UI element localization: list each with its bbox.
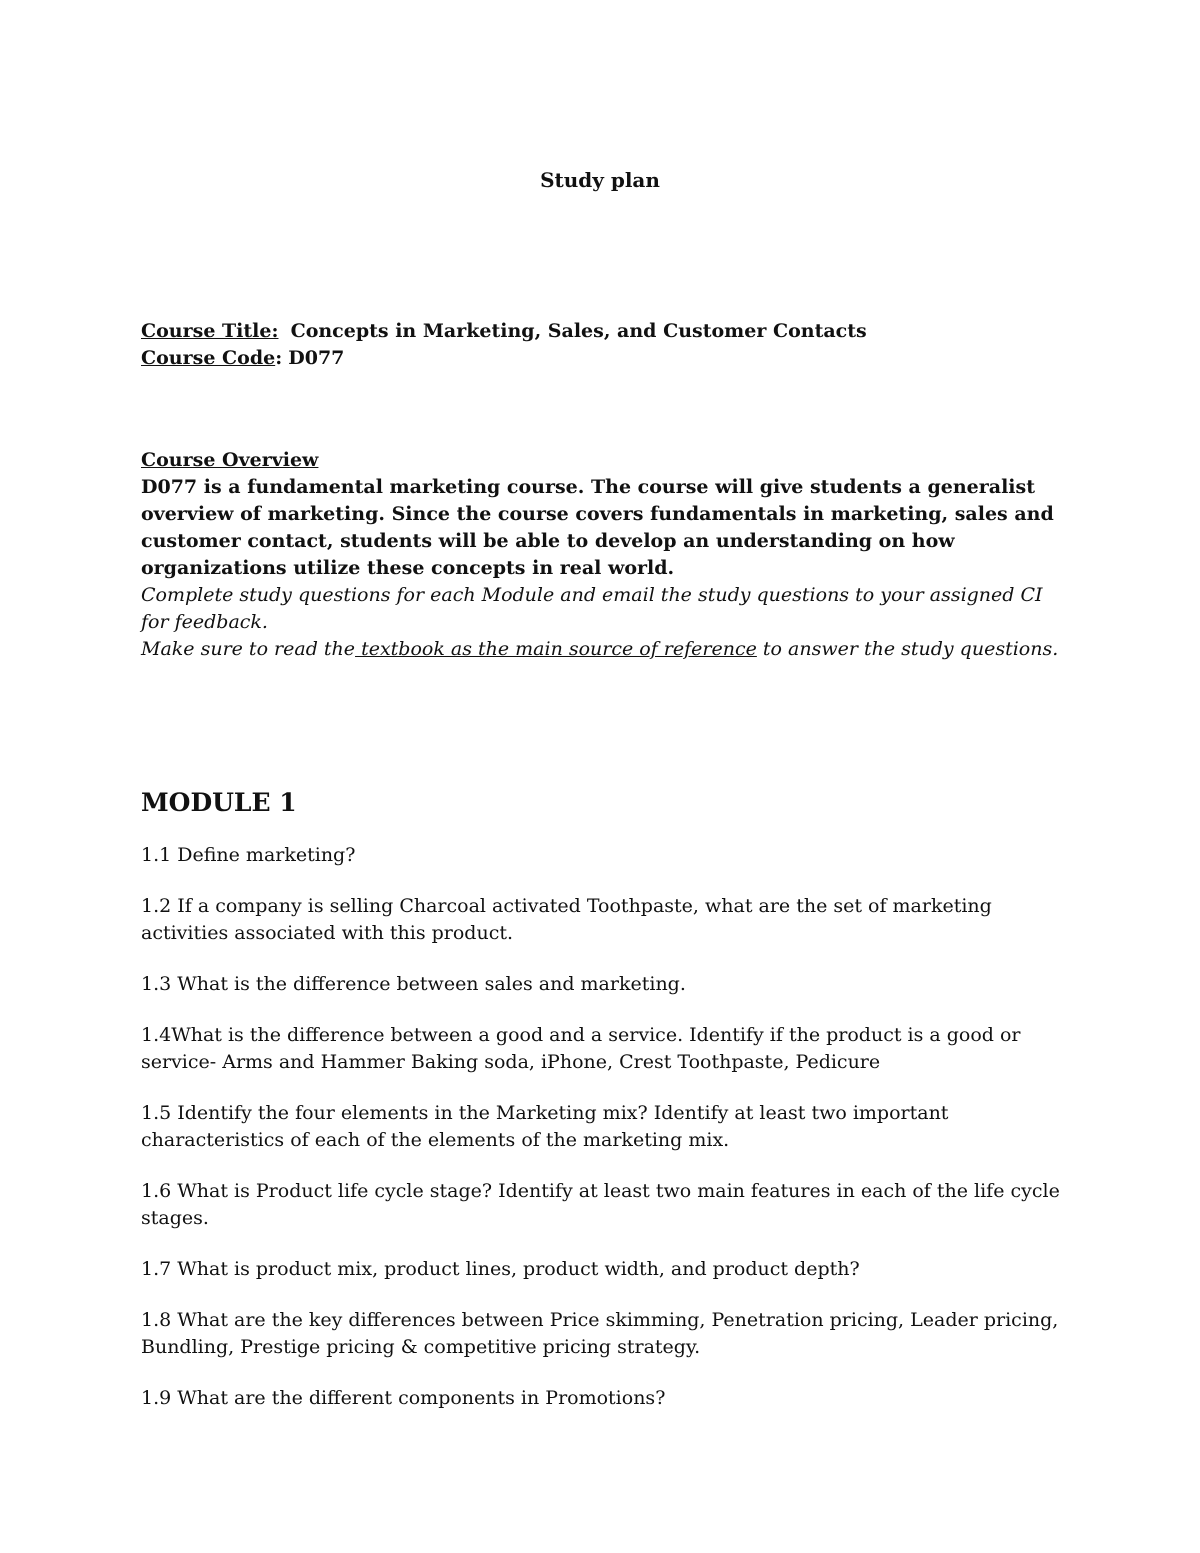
overview-text: D077 is a fundamental marketing course. The course will give students a generalist overview of marketing. Since the course covers fundamentals in marketing, sales and customer contact, students will be able to develop an understanding on how organizations utilize these concepts in real world.: [141, 476, 1054, 579]
course-title-line: [141, 318, 1061, 345]
question-item: 1.6 What is Product life cycle stage? Identify at least two main features in each of the life cycle stages.: [141, 1180, 1060, 1229]
question-item: 1.9 What are the different components in Promotions?: [141, 1387, 666, 1409]
course-overview: [141, 447, 1061, 663]
question-item: 1.8 What are the key differences between Price skimming, Penetration pricing, Leader pricing, Bundling, Prestige pricing & competitive pricing strategy.: [141, 1309, 1059, 1358]
question-item: 1.2 If a company is selling Charcoal activated Toothpaste, what are the set of marketing activities associated with this product.: [141, 895, 992, 944]
question-item: 1.7 What is product mix, product lines, product width, and product depth?: [141, 1258, 860, 1280]
instruction-textbook: [141, 636, 1061, 663]
question-item: 1.4What is the difference between a good and a service. Identify if the product is a good or service- Arms and Hammer Baking soda, iPhone, Crest Toothpaste, Pedicure: [141, 1024, 1021, 1073]
course-code-line: [141, 345, 1061, 372]
question-item: 1.3 What is the difference between sales and marketing.: [141, 973, 686, 995]
course-code-value: D077: [288, 347, 345, 369]
instruction-study-questions: Complete study questions for each Module and email the study questions to your assigned CI for feedback.: [141, 584, 1043, 633]
overview-heading: Course Overview: [141, 449, 319, 471]
course-code-label: Course Code: [141, 347, 276, 369]
question-item: 1.1 Define marketing?: [141, 844, 356, 866]
course-code-colon: :: [275, 347, 283, 369]
document-title: Study plan: [540, 168, 660, 192]
course-title-value: Concepts in Marketing, Sales, and Customer Contacts: [290, 320, 867, 342]
instruction-textbook-underlined: textbook as the main source of reference: [355, 638, 757, 660]
question-list: [141, 842, 1071, 1436]
instruction-textbook-post: to answer the study questions.: [756, 638, 1059, 660]
question-item: 1.5 Identify the four elements in the Marketing mix? Identify at least two important characteristics of each of the elements of the marketing mix.: [141, 1102, 949, 1151]
course-title-label: Course Title:: [141, 320, 279, 342]
instruction-textbook-pre: Make sure to read the: [141, 638, 356, 660]
module-heading: MODULE 1: [141, 788, 297, 817]
course-info: [141, 318, 1061, 372]
